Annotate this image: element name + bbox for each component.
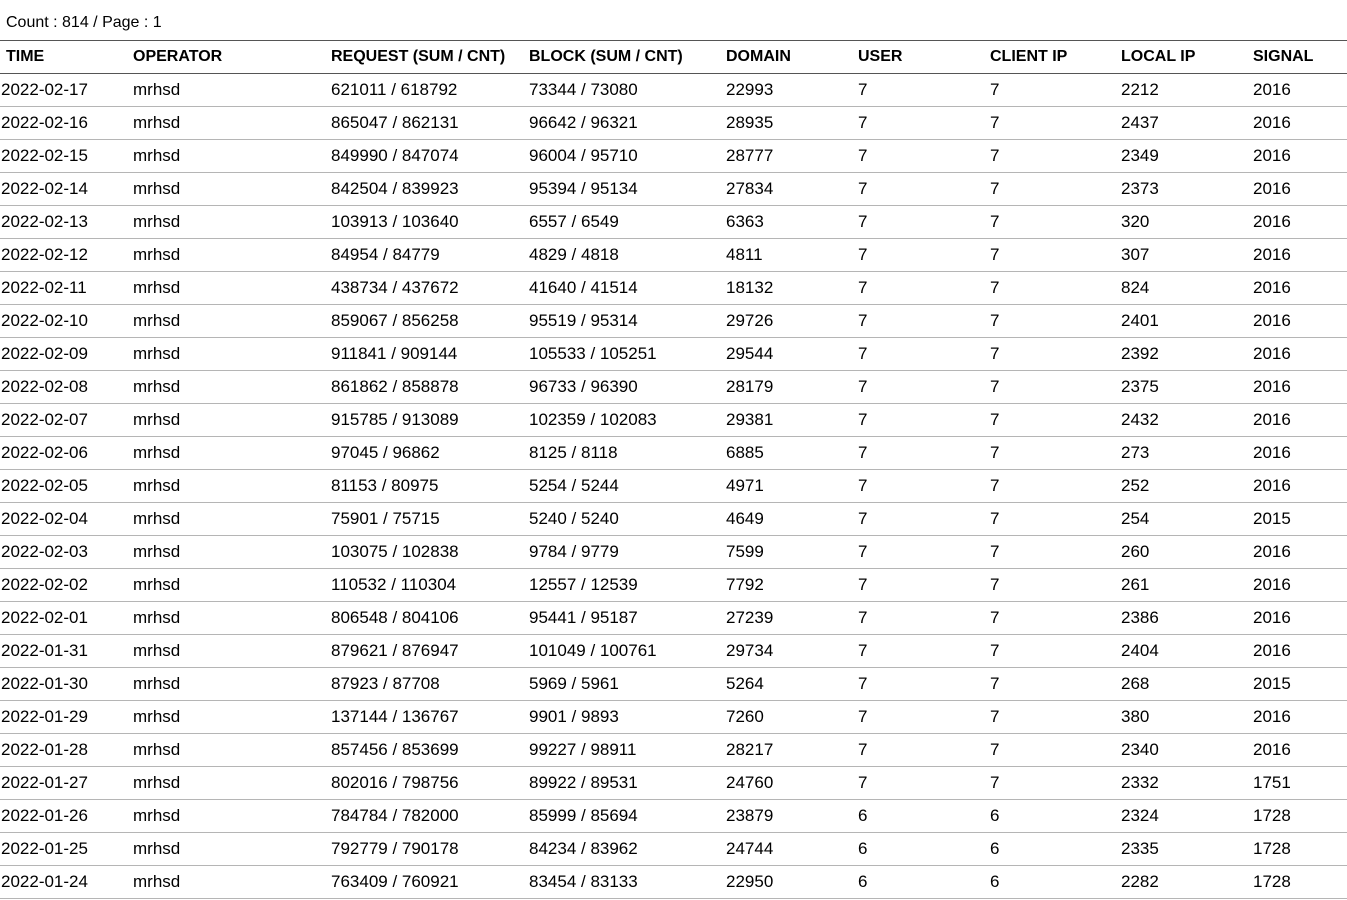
cell-time: 2022-01-30 [0, 668, 133, 701]
cell-signal: 2015 [1253, 503, 1347, 536]
cell-time: 2022-02-11 [0, 272, 133, 305]
cell-time: 2022-02-02 [0, 569, 133, 602]
cell-local-ip: 307 [1121, 239, 1253, 272]
cell-block: 95519 / 95314 [529, 305, 726, 338]
cell-time: 2022-01-26 [0, 800, 133, 833]
cell-local-ip: 2401 [1121, 305, 1253, 338]
cell-user: 7 [858, 74, 990, 107]
table-row [0, 272, 1347, 305]
cell-user: 6 [858, 800, 990, 833]
table-row [0, 668, 1347, 701]
cell-user: 7 [858, 437, 990, 470]
cell-block: 99227 / 98911 [529, 734, 726, 767]
cell-user: 7 [858, 635, 990, 668]
cell-local-ip: 2386 [1121, 602, 1253, 635]
cell-request: 792779 / 790178 [331, 833, 529, 866]
cell-block: 89922 / 89531 [529, 767, 726, 800]
cell-operator: mrhsd [133, 338, 331, 371]
table-row [0, 74, 1347, 107]
cell-request: 802016 / 798756 [331, 767, 529, 800]
cell-request: 861862 / 858878 [331, 371, 529, 404]
cell-operator: mrhsd [133, 701, 331, 734]
cell-domain: 7792 [726, 569, 858, 602]
cell-time: 2022-02-10 [0, 305, 133, 338]
cell-client-ip: 6 [990, 800, 1121, 833]
cell-time: 2022-02-03 [0, 536, 133, 569]
cell-request: 84954 / 84779 [331, 239, 529, 272]
cell-client-ip: 7 [990, 701, 1121, 734]
cell-domain: 24760 [726, 767, 858, 800]
cell-user: 7 [858, 470, 990, 503]
cell-request: 137144 / 136767 [331, 701, 529, 734]
cell-block: 6557 / 6549 [529, 206, 726, 239]
cell-request: 438734 / 437672 [331, 272, 529, 305]
cell-domain: 29734 [726, 635, 858, 668]
table-row [0, 866, 1347, 899]
cell-local-ip: 2373 [1121, 173, 1253, 206]
cell-time: 2022-02-16 [0, 107, 133, 140]
cell-request: 621011 / 618792 [331, 74, 529, 107]
cell-operator: mrhsd [133, 734, 331, 767]
cell-operator: mrhsd [133, 668, 331, 701]
cell-local-ip: 2349 [1121, 140, 1253, 173]
table-row [0, 437, 1347, 470]
cell-user: 7 [858, 767, 990, 800]
cell-signal: 2016 [1253, 602, 1347, 635]
cell-client-ip: 7 [990, 437, 1121, 470]
cell-block: 5254 / 5244 [529, 470, 726, 503]
cell-time: 2022-02-09 [0, 338, 133, 371]
cell-block: 95394 / 95134 [529, 173, 726, 206]
column-header-time: TIME [0, 41, 133, 74]
column-header-user: USER [858, 41, 990, 74]
column-header-domain: DOMAIN [726, 41, 858, 74]
cell-operator: mrhsd [133, 536, 331, 569]
cell-client-ip: 7 [990, 503, 1121, 536]
table-body [0, 74, 1347, 899]
cell-user: 7 [858, 404, 990, 437]
table-row [0, 107, 1347, 140]
cell-operator: mrhsd [133, 470, 331, 503]
cell-time: 2022-02-05 [0, 470, 133, 503]
cell-domain: 27239 [726, 602, 858, 635]
cell-client-ip: 6 [990, 833, 1121, 866]
cell-signal: 2016 [1253, 173, 1347, 206]
cell-request: 911841 / 909144 [331, 338, 529, 371]
cell-block: 8125 / 8118 [529, 437, 726, 470]
cell-signal: 1728 [1253, 866, 1347, 899]
table-row [0, 833, 1347, 866]
cell-time: 2022-01-28 [0, 734, 133, 767]
cell-signal: 2016 [1253, 371, 1347, 404]
cell-local-ip: 2404 [1121, 635, 1253, 668]
cell-user: 7 [858, 569, 990, 602]
cell-operator: mrhsd [133, 602, 331, 635]
cell-request: 859067 / 856258 [331, 305, 529, 338]
cell-operator: mrhsd [133, 74, 331, 107]
table-row [0, 800, 1347, 833]
cell-client-ip: 7 [990, 371, 1121, 404]
table-row [0, 602, 1347, 635]
cell-client-ip: 7 [990, 602, 1121, 635]
cell-client-ip: 7 [990, 140, 1121, 173]
cell-signal: 2016 [1253, 206, 1347, 239]
cell-domain: 29726 [726, 305, 858, 338]
table-row [0, 734, 1347, 767]
table-row [0, 701, 1347, 734]
cell-client-ip: 7 [990, 338, 1121, 371]
cell-client-ip: 7 [990, 305, 1121, 338]
table-row [0, 767, 1347, 800]
cell-request: 763409 / 760921 [331, 866, 529, 899]
cell-signal: 2016 [1253, 338, 1347, 371]
cell-local-ip: 2332 [1121, 767, 1253, 800]
record-count-label: Count : 814 / Page : 1 [6, 14, 162, 31]
table-row [0, 239, 1347, 272]
table-row [0, 635, 1347, 668]
cell-client-ip: 7 [990, 569, 1121, 602]
cell-local-ip: 2432 [1121, 404, 1253, 437]
cell-time: 2022-02-13 [0, 206, 133, 239]
cell-user: 7 [858, 371, 990, 404]
cell-time: 2022-01-27 [0, 767, 133, 800]
cell-local-ip: 252 [1121, 470, 1253, 503]
cell-client-ip: 7 [990, 470, 1121, 503]
table-row [0, 338, 1347, 371]
cell-local-ip: 2437 [1121, 107, 1253, 140]
cell-domain: 29381 [726, 404, 858, 437]
cell-time: 2022-01-29 [0, 701, 133, 734]
cell-user: 7 [858, 305, 990, 338]
cell-client-ip: 7 [990, 635, 1121, 668]
cell-signal: 2016 [1253, 74, 1347, 107]
cell-operator: mrhsd [133, 767, 331, 800]
table-row [0, 206, 1347, 239]
cell-block: 96642 / 96321 [529, 107, 726, 140]
cell-block: 101049 / 100761 [529, 635, 726, 668]
cell-block: 5240 / 5240 [529, 503, 726, 536]
cell-operator: mrhsd [133, 272, 331, 305]
cell-signal: 1751 [1253, 767, 1347, 800]
cell-user: 7 [858, 173, 990, 206]
cell-request: 915785 / 913089 [331, 404, 529, 437]
cell-operator: mrhsd [133, 866, 331, 899]
cell-request: 110532 / 110304 [331, 569, 529, 602]
cell-client-ip: 7 [990, 107, 1121, 140]
cell-client-ip: 7 [990, 206, 1121, 239]
cell-request: 849990 / 847074 [331, 140, 529, 173]
cell-client-ip: 7 [990, 239, 1121, 272]
stats-table [0, 40, 1347, 899]
cell-signal: 2016 [1253, 734, 1347, 767]
table-row [0, 503, 1347, 536]
cell-signal: 1728 [1253, 800, 1347, 833]
cell-request: 806548 / 804106 [331, 602, 529, 635]
cell-local-ip: 260 [1121, 536, 1253, 569]
cell-user: 7 [858, 338, 990, 371]
cell-user: 7 [858, 668, 990, 701]
cell-operator: mrhsd [133, 635, 331, 668]
cell-signal: 2016 [1253, 536, 1347, 569]
cell-block: 73344 / 73080 [529, 74, 726, 107]
cell-client-ip: 7 [990, 536, 1121, 569]
cell-time: 2022-02-04 [0, 503, 133, 536]
cell-local-ip: 254 [1121, 503, 1253, 536]
cell-block: 85999 / 85694 [529, 800, 726, 833]
cell-domain: 7599 [726, 536, 858, 569]
table-row [0, 305, 1347, 338]
cell-signal: 2016 [1253, 635, 1347, 668]
cell-time: 2022-02-07 [0, 404, 133, 437]
table-row [0, 536, 1347, 569]
cell-signal: 2015 [1253, 668, 1347, 701]
cell-domain: 28179 [726, 371, 858, 404]
cell-domain: 7260 [726, 701, 858, 734]
cell-local-ip: 2340 [1121, 734, 1253, 767]
cell-request: 103913 / 103640 [331, 206, 529, 239]
cell-operator: mrhsd [133, 437, 331, 470]
cell-signal: 2016 [1253, 272, 1347, 305]
cell-local-ip: 320 [1121, 206, 1253, 239]
cell-user: 7 [858, 602, 990, 635]
cell-block: 105533 / 105251 [529, 338, 726, 371]
cell-local-ip: 824 [1121, 272, 1253, 305]
cell-client-ip: 7 [990, 767, 1121, 800]
cell-signal: 2016 [1253, 305, 1347, 338]
cell-request: 81153 / 80975 [331, 470, 529, 503]
cell-request: 75901 / 75715 [331, 503, 529, 536]
cell-time: 2022-02-06 [0, 437, 133, 470]
cell-time: 2022-02-12 [0, 239, 133, 272]
cell-client-ip: 7 [990, 272, 1121, 305]
cell-domain: 24744 [726, 833, 858, 866]
cell-domain: 4971 [726, 470, 858, 503]
cell-time: 2022-02-17 [0, 74, 133, 107]
table-row [0, 404, 1347, 437]
table-header-row [0, 41, 1347, 74]
cell-local-ip: 273 [1121, 437, 1253, 470]
cell-request: 87923 / 87708 [331, 668, 529, 701]
cell-local-ip: 2392 [1121, 338, 1253, 371]
cell-local-ip: 261 [1121, 569, 1253, 602]
cell-operator: mrhsd [133, 503, 331, 536]
table-row [0, 569, 1347, 602]
cell-domain: 22993 [726, 74, 858, 107]
cell-time: 2022-02-08 [0, 371, 133, 404]
cell-local-ip: 268 [1121, 668, 1253, 701]
cell-user: 7 [858, 536, 990, 569]
cell-time: 2022-01-24 [0, 866, 133, 899]
cell-client-ip: 6 [990, 866, 1121, 899]
cell-user: 7 [858, 206, 990, 239]
cell-operator: mrhsd [133, 569, 331, 602]
cell-block: 4829 / 4818 [529, 239, 726, 272]
cell-block: 102359 / 102083 [529, 404, 726, 437]
cell-operator: mrhsd [133, 371, 331, 404]
cell-client-ip: 7 [990, 74, 1121, 107]
cell-user: 7 [858, 272, 990, 305]
cell-request: 879621 / 876947 [331, 635, 529, 668]
cell-request: 97045 / 96862 [331, 437, 529, 470]
cell-request: 784784 / 782000 [331, 800, 529, 833]
cell-user: 7 [858, 701, 990, 734]
cell-time: 2022-01-31 [0, 635, 133, 668]
cell-domain: 4811 [726, 239, 858, 272]
cell-request: 103075 / 102838 [331, 536, 529, 569]
cell-user: 7 [858, 503, 990, 536]
cell-local-ip: 380 [1121, 701, 1253, 734]
cell-domain: 27834 [726, 173, 858, 206]
cell-signal: 2016 [1253, 701, 1347, 734]
cell-signal: 2016 [1253, 470, 1347, 503]
cell-client-ip: 7 [990, 734, 1121, 767]
column-header-local-ip: LOCAL IP [1121, 41, 1253, 74]
cell-time: 2022-02-14 [0, 173, 133, 206]
cell-time: 2022-02-15 [0, 140, 133, 173]
cell-domain: 18132 [726, 272, 858, 305]
cell-block: 5969 / 5961 [529, 668, 726, 701]
cell-block: 96004 / 95710 [529, 140, 726, 173]
cell-request: 857456 / 853699 [331, 734, 529, 767]
cell-domain: 6885 [726, 437, 858, 470]
cell-local-ip: 2375 [1121, 371, 1253, 404]
cell-block: 9784 / 9779 [529, 536, 726, 569]
cell-user: 7 [858, 107, 990, 140]
cell-time: 2022-02-01 [0, 602, 133, 635]
cell-local-ip: 2282 [1121, 866, 1253, 899]
cell-local-ip: 2335 [1121, 833, 1253, 866]
table-row [0, 371, 1347, 404]
cell-signal: 2016 [1253, 569, 1347, 602]
cell-user: 7 [858, 239, 990, 272]
cell-domain: 23879 [726, 800, 858, 833]
cell-time: 2022-01-25 [0, 833, 133, 866]
cell-request: 865047 / 862131 [331, 107, 529, 140]
cell-block: 9901 / 9893 [529, 701, 726, 734]
cell-domain: 28777 [726, 140, 858, 173]
cell-operator: mrhsd [133, 140, 331, 173]
cell-user: 7 [858, 140, 990, 173]
cell-local-ip: 2324 [1121, 800, 1253, 833]
cell-domain: 28217 [726, 734, 858, 767]
cell-signal: 1728 [1253, 833, 1347, 866]
cell-operator: mrhsd [133, 239, 331, 272]
table-row [0, 173, 1347, 206]
column-header-request: REQUEST (SUM / CNT) [331, 41, 529, 74]
cell-block: 12557 / 12539 [529, 569, 726, 602]
cell-signal: 2016 [1253, 404, 1347, 437]
cell-client-ip: 7 [990, 173, 1121, 206]
cell-domain: 28935 [726, 107, 858, 140]
column-header-client-ip: CLIENT IP [990, 41, 1121, 74]
cell-request: 842504 / 839923 [331, 173, 529, 206]
cell-user: 6 [858, 866, 990, 899]
cell-block: 95441 / 95187 [529, 602, 726, 635]
cell-client-ip: 7 [990, 668, 1121, 701]
cell-operator: mrhsd [133, 305, 331, 338]
column-header-block: BLOCK (SUM / CNT) [529, 41, 726, 74]
cell-operator: mrhsd [133, 404, 331, 437]
cell-operator: mrhsd [133, 206, 331, 239]
cell-signal: 2016 [1253, 140, 1347, 173]
cell-local-ip: 2212 [1121, 74, 1253, 107]
cell-operator: mrhsd [133, 833, 331, 866]
cell-domain: 29544 [726, 338, 858, 371]
cell-domain: 22950 [726, 866, 858, 899]
cell-domain: 5264 [726, 668, 858, 701]
cell-operator: mrhsd [133, 107, 331, 140]
cell-operator: mrhsd [133, 800, 331, 833]
cell-domain: 6363 [726, 206, 858, 239]
column-header-signal: SIGNAL [1253, 41, 1347, 74]
cell-signal: 2016 [1253, 437, 1347, 470]
table-row [0, 470, 1347, 503]
column-header-operator: OPERATOR [133, 41, 331, 74]
cell-block: 84234 / 83962 [529, 833, 726, 866]
cell-user: 6 [858, 833, 990, 866]
cell-user: 7 [858, 734, 990, 767]
cell-domain: 4649 [726, 503, 858, 536]
cell-operator: mrhsd [133, 173, 331, 206]
cell-block: 41640 / 41514 [529, 272, 726, 305]
cell-block: 83454 / 83133 [529, 866, 726, 899]
cell-signal: 2016 [1253, 107, 1347, 140]
cell-block: 96733 / 96390 [529, 371, 726, 404]
table-row [0, 140, 1347, 173]
cell-signal: 2016 [1253, 239, 1347, 272]
cell-client-ip: 7 [990, 404, 1121, 437]
